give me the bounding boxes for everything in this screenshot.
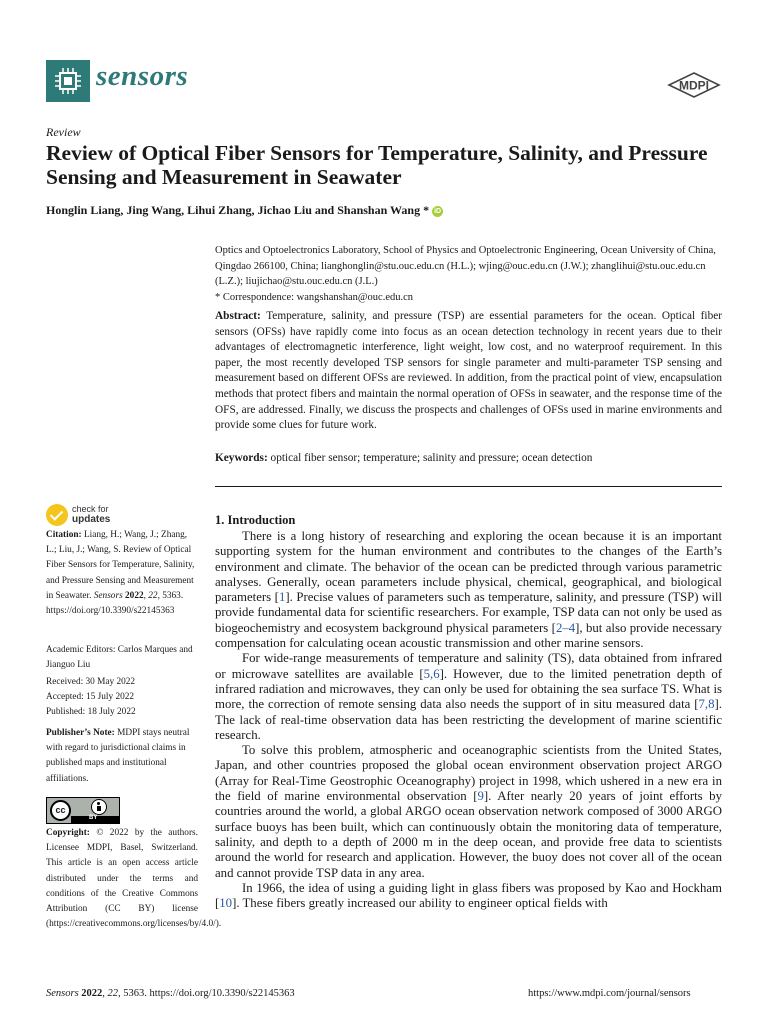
publisher-note-text: MDPI stays neutral with regard to jurisdictional claims in published maps and institutional affiliations. xyxy=(46,728,190,784)
copyright-text: © 2022 by the authors. Licensee MDPI, Basel, Switzerland. This article is an open access article distributed under the terms and conditions of the Creative Commons Attribution (CC BY) license (https://creativecommons.org/licenses/by/4.0/). xyxy=(46,828,222,930)
check-updates-icon xyxy=(46,504,68,526)
paragraph: For wide-range measurements of temperature and salinity (TS), data obtained from infrared or microwave satellites are available [5,6]. However, due to the limited penetration depth of infrared radiation and microwaves, they can only be used for obtaining the sea surface TS. What is more, the correction of remote sensing data also needs the support of in situ measured data [7,8]. The lack of real-time observation data has been restricting the development of marine scientific research. xyxy=(215,651,722,742)
citation-link[interactable]: 2–4 xyxy=(555,620,576,635)
paragraph: There is a long history of researching and exploring the ocean because it is an important supporting system for the human environment and contributes to the changes of the Earth’s environment and climate. The behavior of the ocean can be predicted through various parametric analyses. Generally, ocean parameters include physical, chemical, geographical, and biological parameters [1]. Precise values of parameters such as temperature, salinity, and pressure (TSP) will provide fundamental data for scientific researchers. For example, TSP data can not only be used as biogeochemistry and ecosystem background physical parameters [2–4], but also provide necessary compensation for calculating ocean acoustic transmission and other marine sensors. xyxy=(215,529,722,651)
introduction-body xyxy=(215,529,722,911)
by-label: BY xyxy=(89,815,98,821)
affiliation-block xyxy=(215,243,725,305)
citation-link[interactable]: 9 xyxy=(477,789,484,804)
footer-journal-url[interactable]: https://www.mdpi.com/journal/sensors xyxy=(528,988,691,999)
check-updates-text: check for updates xyxy=(72,504,111,525)
citation-journal: Sensors xyxy=(93,590,123,601)
citation-year: 2022 xyxy=(125,590,144,601)
citation-link[interactable]: 10 xyxy=(219,896,233,911)
journal-logo-icon xyxy=(46,60,90,102)
citation-link[interactable]: 5,6 xyxy=(423,666,440,681)
journal-name: sensors xyxy=(96,60,189,92)
correspondence: * Correspondence: wangshanshan@ouc.edu.cn xyxy=(215,291,414,303)
affiliation-text: Optics and Optoelectronics Laboratory, School of Physics and Optoelectronic Engineering, Ocean University of China, Qingdao 266100, China; lianghonglin@stu.ouc.edu.cn (H.L.); wjing@ouc.edu.cn (J.W.); zhanglihui@stu.ouc.edu.cn (L.Z.); liujichao@stu.ouc.edu.cn (J.L.) xyxy=(215,245,716,287)
article-title: Review of Optical Fiber Sensors for Temperature, Salinity, and Pressure Sensing and Measurement in Seawater xyxy=(46,141,708,189)
attribution-icon xyxy=(91,799,107,815)
dates-block xyxy=(46,675,198,721)
citation-label: Citation: xyxy=(46,530,82,540)
copyright-block xyxy=(46,826,222,932)
citation-block: Citation: Liang, H.; Wang, J.; Zhang, L.; Liu, J.; Wang, S. Review of Optical Fiber Sensors for Temperature, Salinity, and Pressure Sensing and Measurement in Seawater. Sensors 2022, 22, 5363. https://doi.org/10.3390/s22145363 xyxy=(46,530,195,617)
paragraph: In 1966, the idea of using a guiding light in glass fibers was proposed by Kao and Hockham [10]. These fibers greatly increased our ability to engineer optical fields with xyxy=(215,880,722,911)
accepted-date: Accepted: 15 July 2022 xyxy=(46,692,135,703)
publisher-note-label: Publisher’s Note: xyxy=(46,728,115,738)
citation-doi[interactable]: , 5363. https://doi.org/10.3390/s22145363 xyxy=(46,590,184,617)
orcid-icon[interactable]: iD xyxy=(434,208,442,215)
mdpi-logo-text: MDPI xyxy=(679,78,709,93)
academic-editors: Academic Editors: Carlos Marques and Jianguo Liu xyxy=(46,645,193,671)
citation-link[interactable]: 7,8 xyxy=(698,697,715,712)
section-divider xyxy=(215,486,722,487)
paragraph: To solve this problem, atmospheric and oceanographic scientists from the United States, Japan, and other countries proposed the global ocean environment observation project ARGO (Array for Real-Time Geostrophic Oceanography) project in 1998, which ushered in a new era in the field of marine environmental observation [9]. After nearly 20 years of joint efforts by countries around the world, a global ARGO ocean observation network composed of 3000 ARGO surface buoys has been built, which can continuously obtain the monitoring data of temperature, salinity, and depth to a depth of 2000 m in the deep ocean, and provide free data to scientists around the world for research and application. However, the buoy does not cover all of the ocean and cannot provide TSP data in any area. xyxy=(215,743,722,880)
section-heading: 1. Introduction xyxy=(215,513,296,527)
authors-text: Honglin Liang, Jing Wang, Lihui Zhang, Jichao Liu and Shanshan Wang * xyxy=(46,203,430,217)
published-date: Published: 18 July 2022 xyxy=(46,707,136,718)
cc-icon: cc xyxy=(50,800,71,821)
citation-link[interactable]: 1 xyxy=(278,590,286,605)
abstract-text: Temperature, salinity, and pressure (TSP) are essential parameters for the ocean. Optical fiber sensors (OFSs) have rapidly come into focus as an ocean detection technology in recent years due to their advantages of electromagnetic interference, light weight, low cost, and no waterproof requirement. In this paper, the most recently developed TSP sensors for single parameter and multi-parameter TSP sensing and measurement based on different OFSs are reviewed. In addition, from the practical point of view, encapsulation methods that protect fibers and maintain the normal operation of OFSs in seawater, and the response time of the OFS, are addressed. Finally, we discuss the prospects and challenges of OFSs used in marine environments and provide some clues for future work. xyxy=(215,310,722,432)
check-for-updates-button[interactable] xyxy=(46,503,126,529)
footer-citation: Sensors 2022, 22, 5363. https://doi.org/10.3390/s22145363 xyxy=(46,988,295,999)
keywords-label: Keywords: xyxy=(215,452,268,464)
mdpi-logo-icon xyxy=(667,72,721,98)
publisher-note xyxy=(46,726,198,787)
article-type: Review xyxy=(46,125,81,139)
citation-volume: 22 xyxy=(148,590,158,601)
cc-by-license-icon[interactable] xyxy=(46,797,120,824)
citation-text: Liang, H.; Wang, J.; Zhang, L.; Liu, J.; Wang, S. Review of Optical Fiber Sensors for Temperature, Salinity, and Pressure Sensing and Measurement in Seawater. xyxy=(46,530,195,601)
abstract xyxy=(215,309,722,434)
abstract-label: Abstract: xyxy=(215,310,261,322)
keywords-text: optical fiber sensor; temperature; salinity and pressure; ocean detection xyxy=(270,452,593,464)
copyright-label: Copyright: xyxy=(46,828,90,838)
received-date: Received: 30 May 2022 xyxy=(46,677,136,687)
author-list xyxy=(46,203,443,218)
keywords xyxy=(215,452,722,464)
